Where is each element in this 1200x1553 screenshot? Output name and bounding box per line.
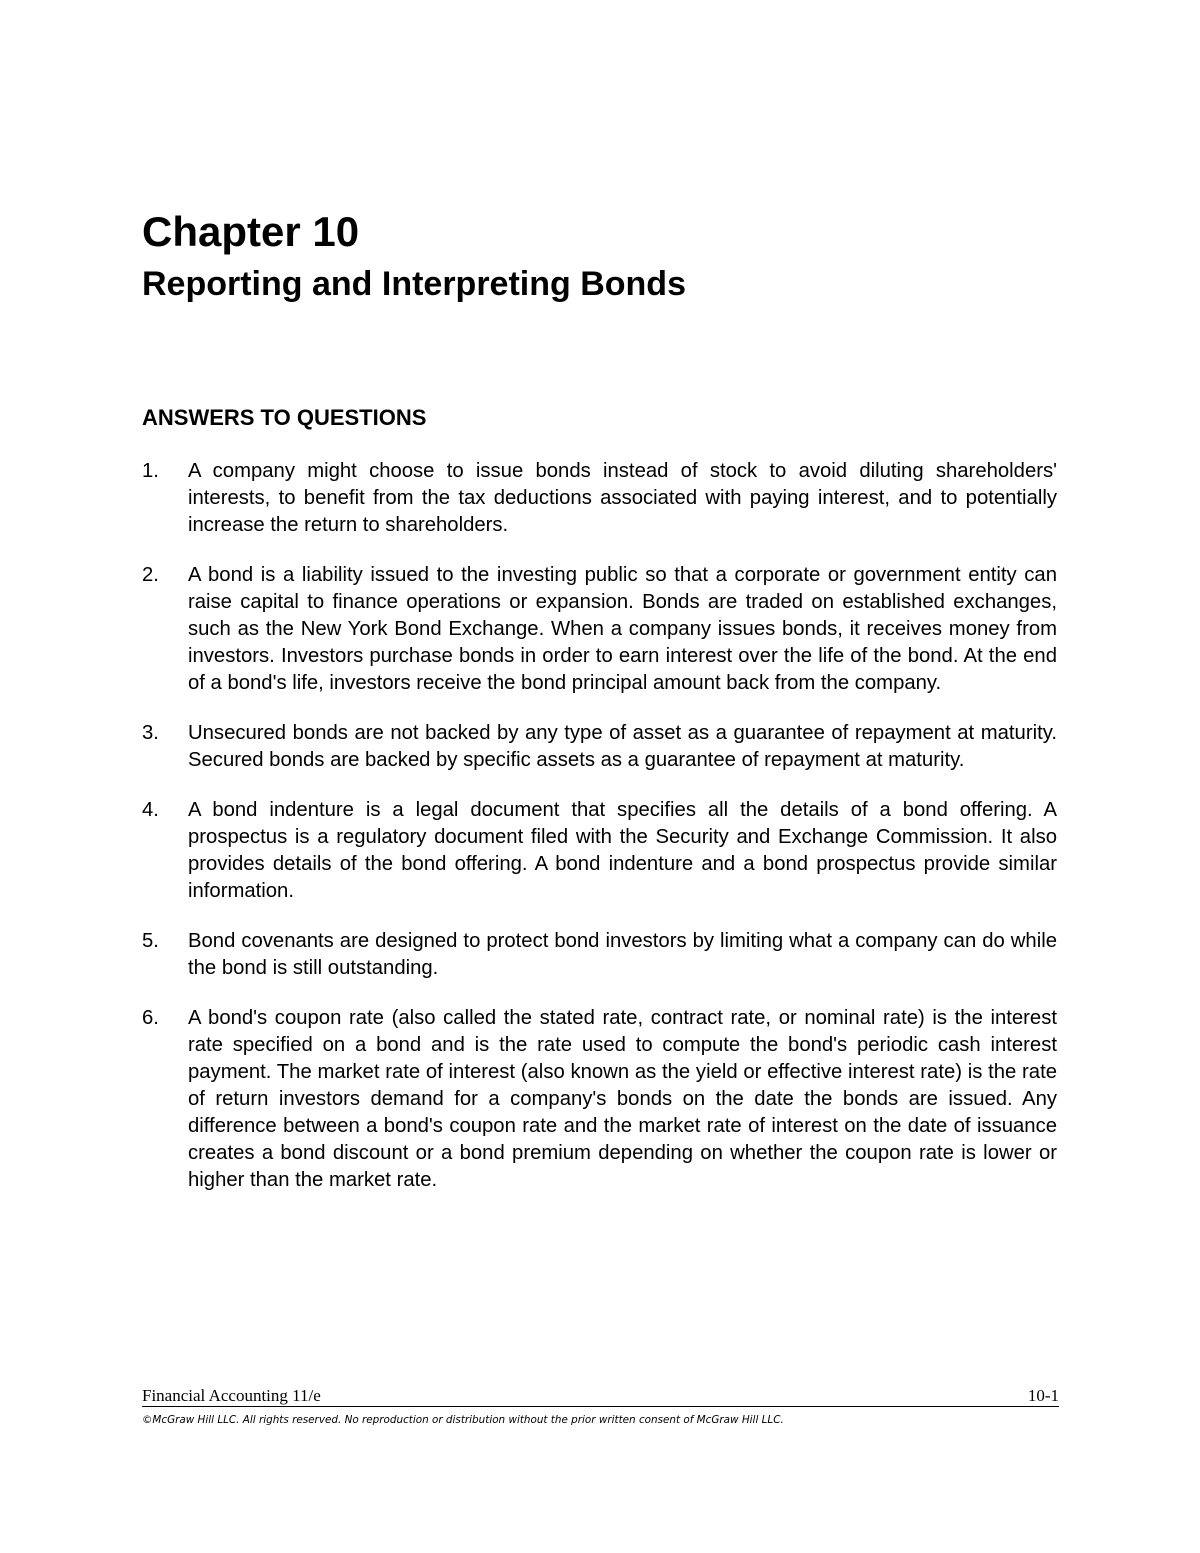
- answer-item: [142, 458, 1057, 539]
- copyright-notice: ©McGraw Hill LLC. All rights reserved. No reproduction or distribution without the prior written consent of McGraw Hill LLC.: [142, 1414, 784, 1426]
- answer-item: [142, 562, 1057, 697]
- answer-text: A company might choose to issue bonds instead of stock to avoid diluting shareholders' interests, to benefit from the tax deductions associated with paying interest, and to potentially increase the return to shareholders.: [188, 460, 1057, 536]
- answers-list: [142, 458, 1057, 1217]
- chapter-number: Chapter 10: [142, 208, 360, 255]
- answer-text: Unsecured bonds are not backed by any type of asset as a guarantee of repayment at maturity. Secured bonds are backed by specific assets as a guarantee of repayment at maturity.: [188, 722, 1057, 771]
- chapter-title: Reporting and Interpreting Bonds: [142, 265, 686, 303]
- answer-text: Bond covenants are designed to protect bond investors by limiting what a company can do while the bond is still outstanding.: [188, 930, 1057, 979]
- answer-text: A bond's coupon rate (also called the stated rate, contract rate, or nominal rate) is the interest rate specified on a bond and is the rate used to compute the bond's periodic cash interest payment. The market rate of interest (also known as the yield or effective interest rate) is the rate of return investors demand for a company's bonds on the date the bonds are issued. Any difference between a bond's coupon rate and the market rate of interest on the date of issuance creates a bond discount or a bond premium depending on whether the coupon rate is lower or higher than the market rate.: [188, 1007, 1057, 1191]
- answer-text: A bond indenture is a legal document that specifies all the details of a bond offering. A prospectus is a regulatory document filed with the Security and Exchange Commission. It also provides details of the bond offering. A bond indenture and a bond prospectus provide similar information.: [188, 799, 1057, 902]
- answer-number: 5.: [142, 930, 159, 952]
- answer-item: [142, 928, 1057, 982]
- page-footer: [142, 1386, 1059, 1427]
- section-heading: ANSWERS TO QUESTIONS: [142, 405, 427, 430]
- answer-item: [142, 797, 1057, 905]
- answer-number: 3.: [142, 722, 159, 744]
- answer-item: [142, 720, 1057, 774]
- answer-number: 2.: [142, 564, 159, 586]
- answer-number: 6.: [142, 1007, 159, 1029]
- answer-item: [142, 1005, 1057, 1194]
- answer-text: A bond is a liability issued to the investing public so that a corporate or government entity can raise capital to finance operations or expansion. Bonds are traded on established exchanges, such as the New York Bond Exchange. When a company issues bonds, it receives money from investors. Investors purchase bonds in order to earn interest over the life of the bond. At the end of a bond's life, investors receive the bond principal amount back from the company.: [188, 564, 1057, 694]
- answer-number: 4.: [142, 799, 159, 821]
- answer-number: 1.: [142, 460, 159, 482]
- footer-line: [142, 1386, 1059, 1407]
- footer-page-number: 10-1: [1027, 1386, 1059, 1405]
- footer-book-title: Financial Accounting 11/e: [142, 1386, 321, 1405]
